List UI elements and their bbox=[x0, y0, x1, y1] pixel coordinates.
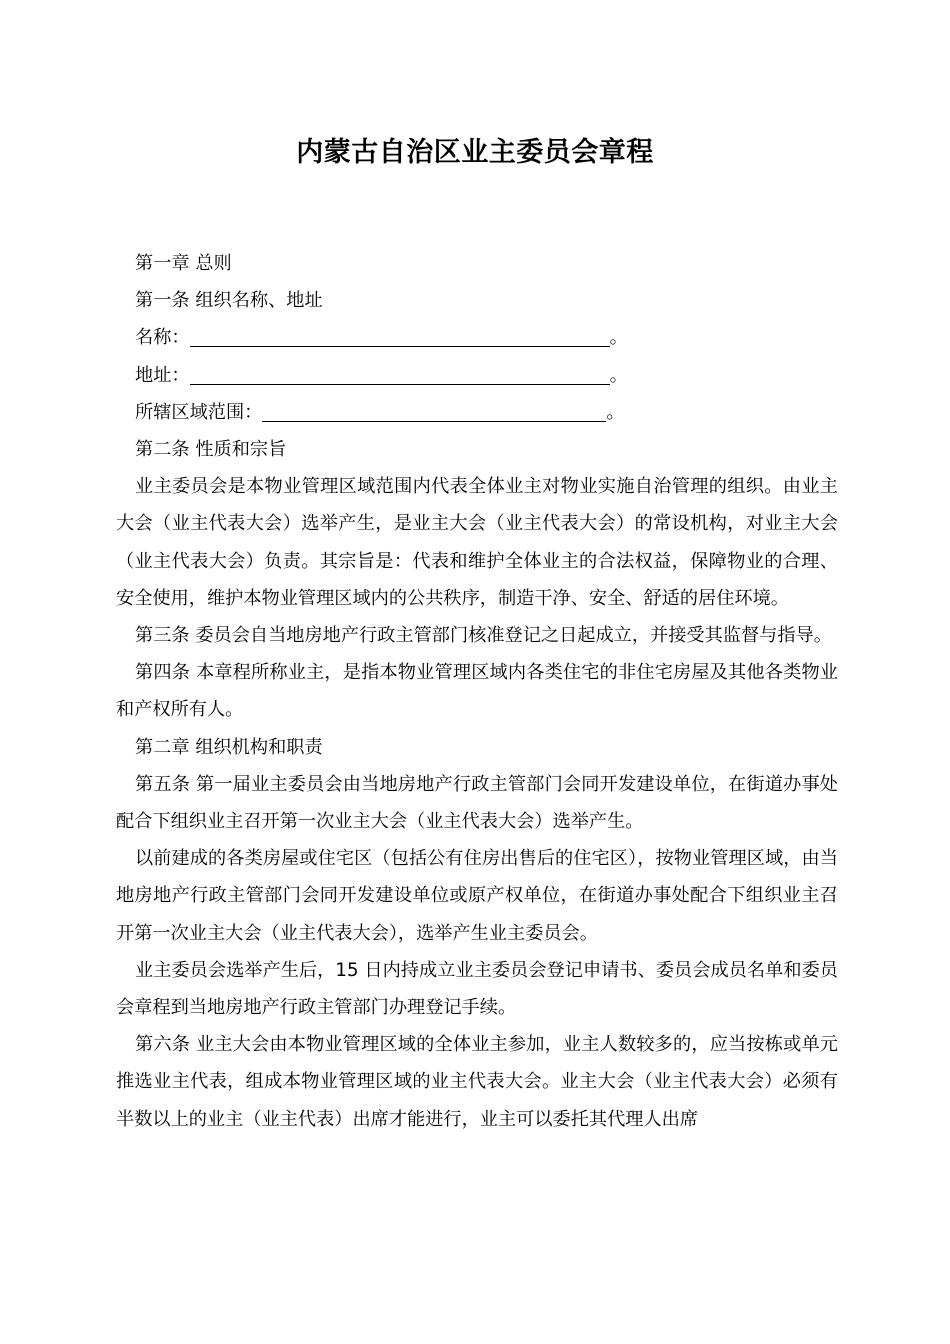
name-field-row bbox=[116, 319, 838, 356]
article-4-paragraph: 第四条 本章程所称业主，是指本物业管理区域内各类住宅的非住宅房屋及其他各类物业和产权所有人。 bbox=[116, 662, 838, 721]
area-end-mark: 。 bbox=[606, 401, 625, 423]
purpose-paragraph: 业主委员会是本物业管理区域范围内代表全体业主对物业实施自治管理的组织。由业主大会（业主代表大会）选举产生，是业主大会（业主代表大会）的常设机构，对业主大会（业主代表大会）负责。其宗旨是：代表和维护全体业主的合法权益，保障物业的合理、安全使用，维护本物业管理区域内的公共秩序，制造干净、安全、舒适的居住环境。 bbox=[116, 476, 838, 609]
address-field-row bbox=[116, 357, 838, 394]
name-label: 名称： bbox=[135, 327, 190, 349]
chapter-heading-2: 第二章 组织机构和职责 bbox=[135, 736, 323, 758]
document-body bbox=[116, 245, 838, 1138]
chapter-heading-1: 第一章 总则 bbox=[135, 253, 232, 274]
document-title: 内蒙古自治区业主委员会章程 bbox=[296, 137, 654, 168]
article-3-paragraph: 第三条 委员会自当地房地产行政主管部门核准登记之日起成立，并接受其监督与指导。 bbox=[135, 625, 832, 647]
article-6-paragraph: 第六条 业主大会由本物业管理区域的全体业主参加，业主人数较多的，应当按栋或单元推选业主代表，组成本物业管理区域的业主代表大会。业主大会（业主代表大会）必须有半数以上的业主（业主代表）出席才能进行，业主可以委托其代理人出席 bbox=[116, 1034, 838, 1130]
previous-buildings-paragraph: 以前建成的各类房屋或住宅区（包括公有住房出售后的住宅区），按物业管理区域，由当地房地产行政主管部门会同开发建设单位或原产权单位，在街道办事处配合下组织业主召开第一次业主大会（业主代表大会），选举产生业主委员会。 bbox=[116, 848, 838, 944]
area-label: 所辖区域范围： bbox=[135, 401, 263, 423]
address-end-mark: 。 bbox=[609, 364, 628, 386]
article-1-heading: 第一条 组织名称、地址 bbox=[135, 290, 323, 312]
registration-paragraph: 业主委员会选举产生后，15 日内持成立业主委员会登记申请书、委员会成员名单和委员会章程到当地房地产行政主管部门办理登记手续。 bbox=[116, 959, 838, 1019]
address-blank-line bbox=[190, 364, 610, 385]
area-blank-line bbox=[262, 401, 606, 422]
name-blank-line bbox=[190, 326, 610, 347]
article-2-heading: 第二条 性质和宗旨 bbox=[135, 439, 287, 461]
article-5-paragraph: 第五条 第一届业主委员会由当地房地产行政主管部门会同开发建设单位，在街道办事处配合下组织业主召开第一次业主大会（业主代表大会）选举产生。 bbox=[116, 773, 838, 833]
address-label: 地址： bbox=[135, 364, 190, 386]
area-field-row bbox=[116, 394, 838, 431]
name-end-mark: 。 bbox=[609, 327, 628, 349]
